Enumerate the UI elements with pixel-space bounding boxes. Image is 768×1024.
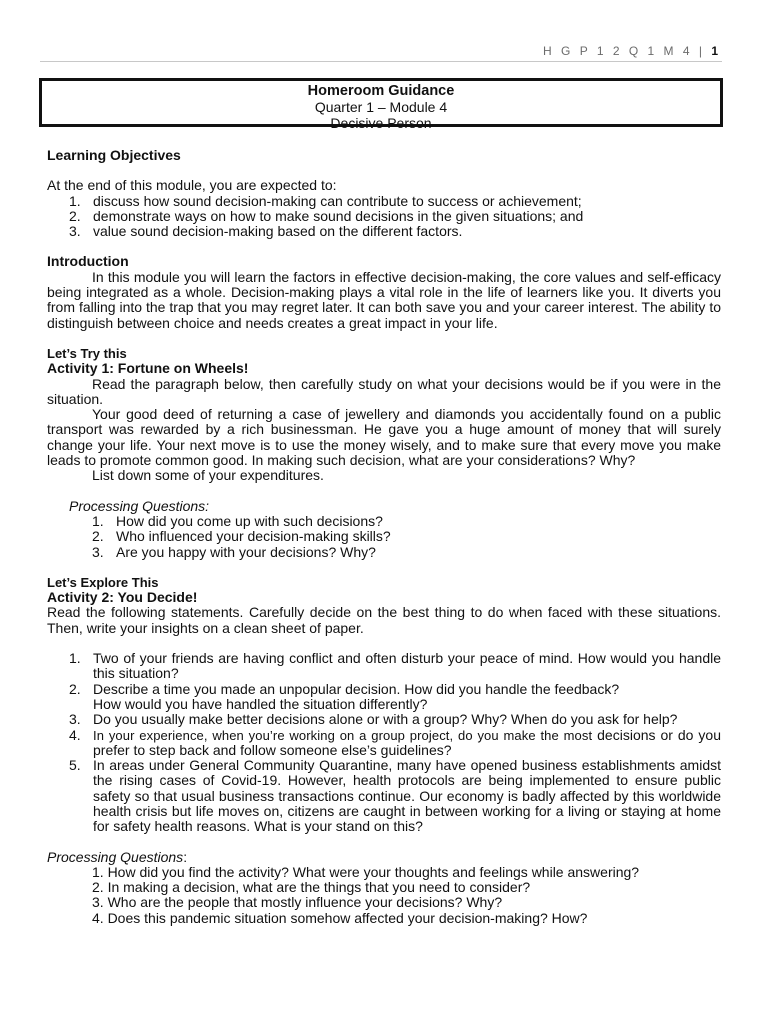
page-header: [543, 44, 718, 59]
list-item: 2. Who influenced your decision-making skills?: [92, 528, 391, 545]
list-item: 3. Are you happy with your decisions? Why?: [92, 543, 376, 560]
activity2-title: Activity 2: You Decide!: [47, 589, 198, 606]
list-item: 1. discuss how sound decision-making can contribute to success or achievement;: [69, 192, 582, 209]
list-item: 3. value sound decision-making based on the different factors.: [69, 223, 463, 240]
list-item: 5. In areas under General Community Quarantine, many have opened business establishments amidst the rising cases of Covid-19. However, health protocols are being implemented to ensure public safety so that usual business transactions continue. Our economy is badly affected by this worldwide health crisis but life moves on, citizens are caught in between working for a living or staying at home for safety health reasons. What is your stand on this?: [69, 757, 721, 835]
module-topic: Decisive Person: [330, 115, 432, 131]
module-title: Homeroom Guidance: [307, 83, 455, 99]
introduction-heading: Introduction: [47, 253, 129, 270]
objectives-list: [47, 194, 721, 240]
activity2-processing-list: [47, 865, 721, 926]
list-item: 2. demonstrate ways on how to make sound decisions in the given situations; and: [69, 207, 584, 224]
activity1-paragraph: Your good deed of returning a case of jewellery and diamonds you accidentally found on a public transport was rewarded by a rich businessman. He gave you a huge amount of money that will surely change your life. Your next move is to use the money wisely, and to make sure that every move you make leads to promote common good. In making such decision, what are your considerations? Why?: [47, 406, 721, 469]
module-content: [47, 148, 721, 926]
list-item: 1. How did you come up with such decisions?: [92, 512, 383, 529]
title-box: [39, 78, 723, 131]
activity2-label: Let’s Explore This: [47, 574, 159, 590]
activity1-processing-heading: Processing Questions:: [69, 497, 210, 514]
list-item: 2. Describe a time you made an unpopular decision. How did you handle the feedback? How would you have handled the situation differently?: [69, 680, 620, 712]
activity1-title: Activity 1: Fortune on Wheels!: [47, 360, 249, 377]
activity1-paragraph: List down some of your expenditures.: [92, 467, 324, 484]
list-item: 3. Do you usually make better decisions alone or with a group? Why? When do you ask for help?: [69, 711, 678, 728]
list-item: 2. In making a decision, what are the things that you need to consider?: [92, 879, 531, 896]
objectives-intro: At the end of this module, you are expected to:: [47, 177, 337, 194]
header-separator: |: [692, 44, 712, 58]
module-code: H G P 1 2 Q 1 M 4: [543, 44, 693, 58]
list-item: 3. Who are the people that mostly influence your decisions? Why?: [92, 894, 503, 911]
list-item: 4. In your experience, when you’re working on a group project, do you make the most decisions or do you prefer to step back and follow someone else’s guidelines?: [69, 726, 721, 758]
introduction-text: In this module you will learn the factors in effective decision-making, the core values and self-efficacy being integrated as a whole. Decision-making plays a vital role in the life of learners like you. It diverts you from falling into the trap that you may regret later. It can both save you and your career interest. The ability to distinguish between choice and needs creates a great impact in your life.: [47, 268, 721, 331]
list-item: 4. Does this pandemic situation somehow affected your decision-making? How?: [92, 909, 588, 926]
list-item: 1. How did you find the activity? What were your thoughts and feelings while answering?: [92, 863, 640, 880]
activity2-processing-heading: Processing Questions:: [47, 848, 188, 865]
list-item: 1. Two of your friends are having conflict and often disturb your peace of mind. How would you handle this situation?: [69, 650, 721, 682]
header-rule: [40, 61, 722, 62]
activity1-label: Let’s Try this: [47, 345, 127, 361]
objectives-heading: Learning Objectives: [47, 147, 181, 163]
activity2-intro: Read the following statements. Carefully decide on the best thing to do when faced with these situations. Then, write your insights on a clean sheet of paper.: [47, 604, 721, 636]
activity1-processing-list: [47, 514, 721, 560]
activity1-paragraph: Read the paragraph below, then carefully study on what your decisions would be if you were in the situation.: [47, 375, 721, 407]
activity2-situations-list: [47, 651, 721, 835]
module-quarter: Quarter 1 – Module 4: [314, 99, 448, 115]
page-number: 1: [711, 44, 718, 58]
